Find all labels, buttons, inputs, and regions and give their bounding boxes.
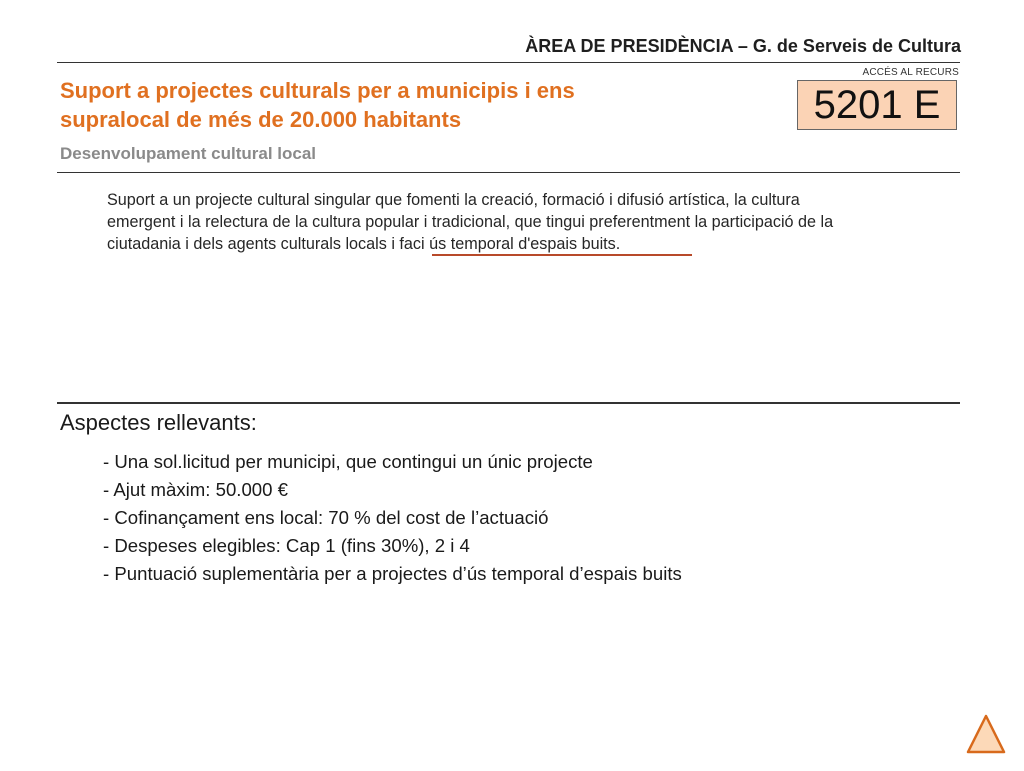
highlight-underline [432,254,692,256]
list-item: - Ajut màxim: 50.000 € [103,479,288,500]
access-resource-label: ACCÉS AL RECURS [862,67,959,78]
page-subtitle: Desenvolupament cultural local [60,144,317,163]
page-title-line-1: Suport a projectes culturals per a municipis i ens [60,78,575,103]
title-divider [57,172,960,173]
aspects-list [103,448,682,588]
description-line-2: emergent i la relectura de la cultura popular i tradicional, que tingui preferentment la participació de la [107,213,834,231]
description-line-1: Suport a un projecte cultural singular que fomenti la creació, formació i difusió artística, la cultura [107,191,800,209]
aspects-divider [57,402,960,404]
description-line-3: ciutadania i dels agents culturals locals i faci ús temporal d'espais buits. [107,235,621,253]
list-item: - Despeses elegibles: Cap 1 (fins 30%), 2 i 4 [103,535,470,556]
list-item: - Una sol.licitud per municipi, que contingui un únic projecte [103,451,593,472]
page-title [60,76,700,134]
resource-code-box[interactable]: 5201 E [797,80,957,130]
list-item: - Cofinançament ens local: 70 % del cost de l’actuació [103,507,549,528]
aspects-heading: Aspectes rellevants: [60,410,257,435]
area-header: ÀREA DE PRESIDÈNCIA – G. de Serveis de Cultura [525,36,961,56]
description-text [107,189,957,255]
list-item: - Puntuació suplementària per a projectes d’ús temporal d’espais buits [103,563,682,584]
page-title-line-2: supralocal de més de 20.000 habitants [60,107,462,132]
up-triangle-icon [966,714,1006,754]
nav-up-button[interactable] [966,714,1006,754]
header-divider [57,62,960,63]
